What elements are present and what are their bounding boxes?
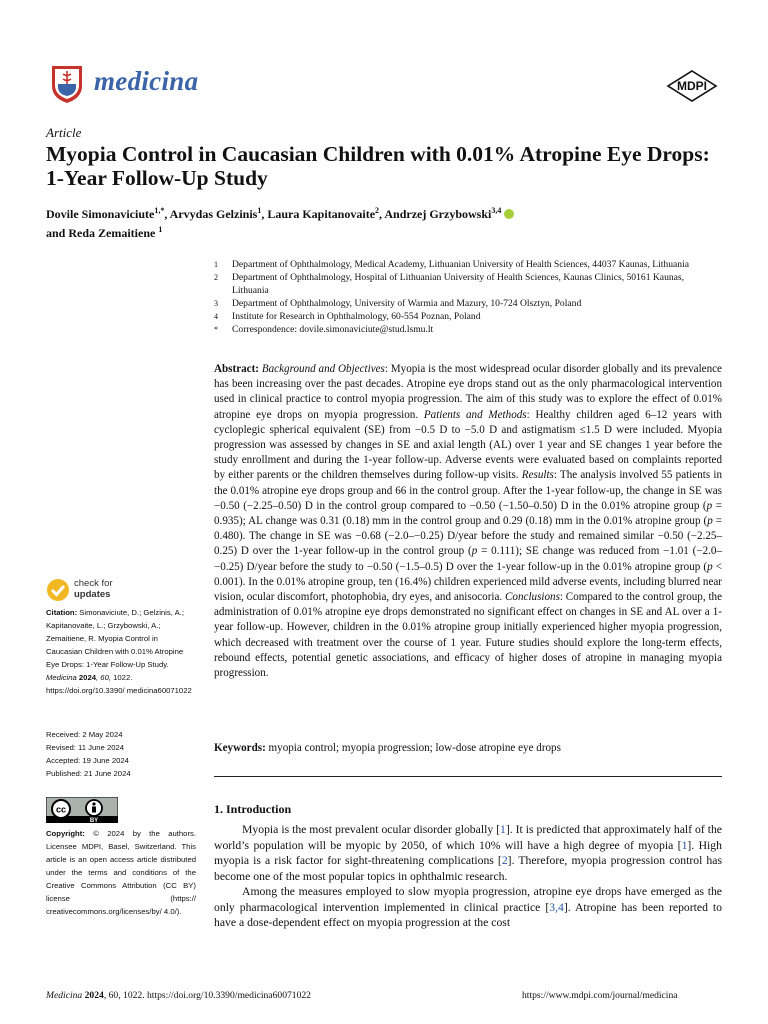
abstract-section-label: Results xyxy=(521,469,554,482)
author-list xyxy=(46,203,726,241)
dates-block xyxy=(46,728,196,780)
paragraph-text: Myopia is the most prevalent ocular disorder globally [ xyxy=(242,823,501,836)
author-affil-sup: 3,4 xyxy=(491,206,502,215)
cc-by-license-icon[interactable] xyxy=(46,797,118,823)
author-name: Arvydas Gelzinis xyxy=(169,207,258,221)
footer-journal: Medicina xyxy=(46,990,83,1001)
author-name: and Reda Zemaitiene xyxy=(46,226,156,240)
check-for-updates-badge[interactable] xyxy=(46,578,146,602)
affiliation-text: Department of Ophthalmology, Hospital of Lithuanian University of Health Sciences, Kaunas Clinics, 50161 Kaunas, Lithuania xyxy=(232,272,685,296)
citation-journal: Medicina xyxy=(46,673,77,682)
check-text: check for xyxy=(74,578,113,589)
keywords-text: myopia control; myopia progression; low-dose atropine eye drops xyxy=(265,742,561,754)
abstract xyxy=(214,362,722,681)
affiliation-list xyxy=(214,258,714,336)
footer-doi[interactable]: , 60, 1022. https://doi.org/10.3390/medicina60071022 xyxy=(103,990,311,1001)
abstract-text: : Myopia is the most widespread ocular disorder globally and its prevalence has been increasing over the past decades. Atropine eye drops stand out as the only pharmacological intervention used in clinical practice to control myopia progression. The aim of this study was to explore the effect of 0.01% atropine eye drops on myopia progression. xyxy=(214,363,722,421)
keywords xyxy=(214,742,722,754)
abstract-section-label: Patients and Methods xyxy=(423,408,527,421)
accepted-date: Accepted: 19 June 2024 xyxy=(46,756,129,765)
copyright-block xyxy=(46,827,196,918)
paragraph-text: Among the measures employed to slow myopia progression, atropine eye drops have emerged as the only pharmacological intervention implemented in clinical practice [ xyxy=(214,885,722,914)
author-affil-sup: 1 xyxy=(158,225,163,234)
article-title: Myopia Control in Caucasian Children with 0.01% Atropine Eye Drops: 1-Year Follow-Up Study xyxy=(46,142,710,190)
author-sep: , xyxy=(379,207,385,221)
paragraph-text: ]. High myopia is a risk factor for sight-threatening complications [ xyxy=(214,838,722,867)
orcid-icon[interactable] xyxy=(504,209,514,219)
affiliation-text: Department of Ophthalmology, Medical Academy, Lithuanian University of Health Sciences, 44037 Kaunas, Lithuania xyxy=(232,259,689,270)
published-date: Published: 21 June 2024 xyxy=(46,769,131,778)
paragraph-text: ]. Therefore, myopia progression control has become one of the most popular topics in ophthalmic research. xyxy=(214,854,722,883)
author-affil-sup: 1 xyxy=(257,206,262,215)
revised-date: Revised: 11 June 2024 xyxy=(46,743,125,752)
reference-link[interactable]: 1 xyxy=(681,838,688,852)
reference-link[interactable]: 2 xyxy=(501,854,508,867)
affiliation-text: Institute for Research in Ophthalmology, 60-554 Poznan, Poland xyxy=(232,311,481,322)
correspondence-item[interactable] xyxy=(214,323,714,336)
article-type: Article xyxy=(46,125,82,140)
copyright-label: Copyright: xyxy=(46,829,85,838)
section-heading: 1. Introduction xyxy=(214,802,292,816)
abstract-text: = 0.480). The change in SE was −0.68 (−2.0–−0.25) D/year before the study and remained similar −0.50 (−2.25–0.25) D over the 1-year follow-up in the control group ( xyxy=(214,515,722,558)
affiliation-num: 4 xyxy=(214,312,218,321)
abstract-section-label: Conclusions xyxy=(505,591,560,604)
mdpi-logo-icon xyxy=(666,70,718,102)
paragraph-text: ]. It is predicted that approximately half of the world’s population will be myopic by 2050, of which 10% will have a high degree of myopia [ xyxy=(214,823,722,852)
affiliation-text: Department of Ophthalmology, University of Warmia and Mazury, 10-724 Olsztyn, Poland xyxy=(232,298,582,309)
intro-body xyxy=(214,822,722,931)
section-divider xyxy=(214,776,722,777)
citation-block xyxy=(46,606,196,697)
abstract-text: : The analysis involved 55 patients in the 0.01% atropine eye drops group and 66 in the control group. After the 1-year follow-up, the change in SE was −0.50 (−2.25–0.50) D in the control group compared to −0.50 (−1.50–0.50) D in the 0.01% atropine group ( xyxy=(214,469,722,512)
keywords-label: Keywords: xyxy=(214,742,266,754)
paragraph xyxy=(214,822,722,884)
journal-crest-icon xyxy=(50,64,84,104)
svg-text:cc: cc xyxy=(55,804,67,815)
affiliation-num: 2 xyxy=(214,273,218,282)
affiliation-num: 1 xyxy=(214,260,218,269)
citation-volume: , 60, xyxy=(96,673,111,682)
crossmark-icon xyxy=(46,578,70,602)
footer-citation xyxy=(46,990,311,1001)
author-affil-sup: 2 xyxy=(375,206,380,215)
check-text: updates xyxy=(74,588,111,600)
abstract-section-label: Background and Objectives xyxy=(261,363,385,375)
abstract-text: < 0.001). In the 0.01% atropine group, ten (16.4%) children experienced mild adverse events, including blurred near vision, ocular discomfort, photophobia, dry eyes, and anisocoria. xyxy=(214,560,722,604)
p-symbol: p xyxy=(707,560,713,573)
citation-year: 2024 xyxy=(76,673,97,682)
footer-url[interactable]: https://www.mdpi.com/journal/medicina xyxy=(522,990,678,1001)
paragraph-text: ]. Atropine has been reported to have a dose-dependent effect on myopia progression at the cost xyxy=(214,900,722,929)
cc-by-text: BY xyxy=(89,818,99,823)
citation-label: Citation: xyxy=(46,608,78,617)
author-name: Laura Kapitanovaite xyxy=(267,207,376,221)
p-symbol: p xyxy=(471,545,478,558)
p-symbol: p xyxy=(707,515,713,528)
affiliation-num: 3 xyxy=(214,299,218,308)
p-symbol: p xyxy=(706,499,713,512)
affiliation-num: * xyxy=(214,325,218,334)
correspondence-email[interactable]: Correspondence: dovile.simonaviciute@stud.lsmu.lt xyxy=(232,324,434,335)
abstract-text: : Compared to the control group, the administration of 0.01% atropine eye drops demonstrated no significant effect on changes in SE and AL over a 1-year follow-up. However, children in the 0.01% atropine group initially experienced higher myopia progression, which decreased with treatment over the course of 1 year. Future studies should explore the long-term effects, rebound effects, potential genetic associations, and efficacy of higher doses of atropine in managing myopia progression. xyxy=(214,591,723,680)
footer-year: 2024 xyxy=(82,990,104,1001)
abstract-text: = 0.935); AL change was 0.31 (0.18) mm in the control group and 0.29 (0.18) mm in the 0.01% atropine group ( xyxy=(214,499,722,528)
journal-name: medicina xyxy=(94,66,199,96)
author-affil-sup: 1,* xyxy=(154,206,165,215)
abstract-text: : Healthy children aged 6–12 years with cycloplegic spherical equivalent (SE) from −0.5 D to −5.0 D and astigmatism ≤1.5 D were included. Myopia progression was assessed by changes in SE and axial length (AL) over 1 year and SE changes 1 year before the study enrollment and during the 1-year follow-up. Adverse events were evaluated based on complaints reported by either parents or the children themselves during follow-up visits. xyxy=(214,408,722,482)
publisher-logo-text: MDPI xyxy=(677,79,707,93)
affiliation-item xyxy=(214,258,714,271)
reference-link[interactable]: 3,4 xyxy=(549,900,564,914)
author-name: Dovile Simonaviciute xyxy=(46,207,155,221)
abstract-text: = 0.111); SE change was reduced from −1.01 (−2.0–−0.25) D/year before the study to −0.50 (−1.5–0.5) D over the 1-year follow-up in the 0.01% atropine group ( xyxy=(214,545,723,573)
citation-doi[interactable]: 1022. https://doi.org/10.3390/ medicina60071022 xyxy=(46,673,192,695)
affiliation-item xyxy=(214,310,714,323)
paragraph xyxy=(214,884,722,931)
affiliation-item xyxy=(214,297,714,310)
affiliation-item xyxy=(214,271,714,297)
author-sep: , xyxy=(164,207,170,221)
author-sep: , xyxy=(261,207,268,221)
reference-link[interactable]: 1 xyxy=(500,823,506,836)
received-date: Received: 2 May 2024 xyxy=(46,730,123,739)
author-name: Andrzej Grzybowski xyxy=(384,207,492,221)
citation-text: Simonaviciute, D.; Gelzinis, A.; Kapitanovaite, L.; Grzybowski, A.; Zemaitiene, R. Myopia Control in Caucasian Children with 0.01% Atropine Eye Drops: 1-Year Follow-Up Study. xyxy=(46,608,184,669)
abstract-label: Abstract: xyxy=(214,363,259,375)
copyright-text: © 2024 by the authors. Licensee MDPI, Basel, Switzerland. This article is an open access article distributed under the terms and conditions of the Creative Commons Attribution (CC BY) license (https:// creativecommons.org/licenses/by/ 4.0/). xyxy=(46,829,196,916)
